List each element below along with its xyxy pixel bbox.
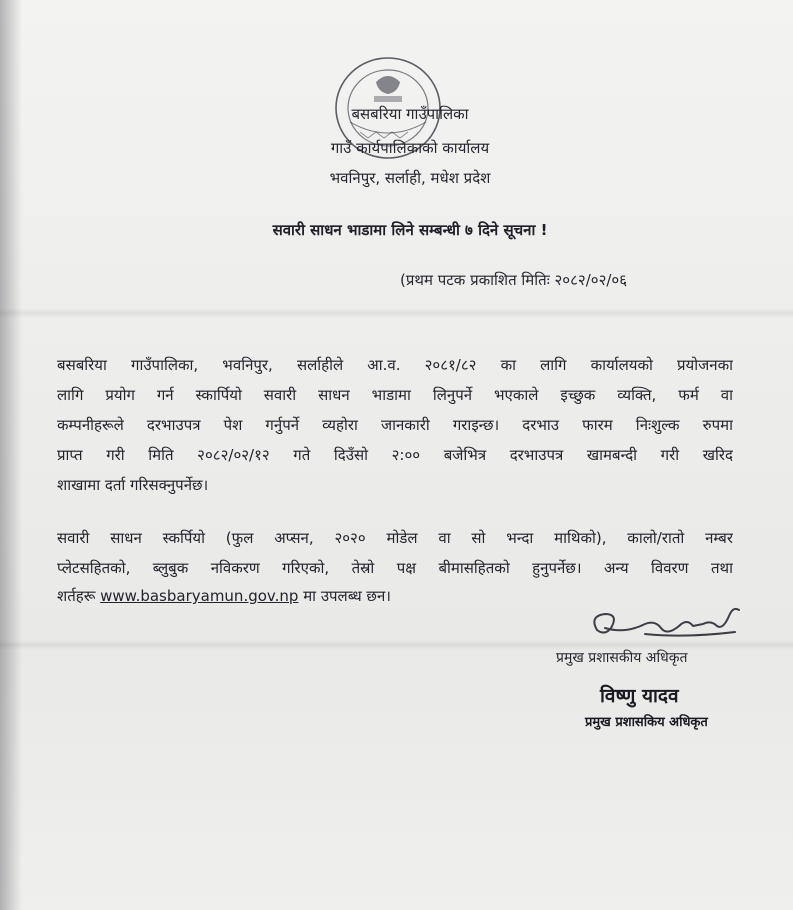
paragraph-line: बसबरिया गाउँपालिका, भवनिपुर, सर्लाहीले आ.व. २०८१/८२ का लागि कार्यालयको प्रयोजनका (57, 356, 733, 374)
paragraph-line: लागि प्रयोग गर्न स्कार्पियो सवारी साधन भाडामा लिनुपर्ने भएकाले इच्छुक व्यक्ति, फर्म वा (57, 386, 733, 404)
website-link[interactable]: www.basbaryamun.gov.np (100, 587, 299, 605)
paper-fold-crease (0, 308, 793, 318)
office-type: गाउँ कार्यपालिकाको कार्यालय (330, 139, 490, 157)
office-address: भवनिपुर, सर्लाही, मधेश प्रदेश (329, 169, 491, 187)
terms-prefix: शर्तहरू (57, 587, 101, 605)
publication-date: (प्रथम पटक प्रकाशित मितिः २०८२/०२/०६ (400, 271, 628, 289)
paragraph-line: प्लेटसहितको, ब्लुबुक नविकरण गरिएको, तेस्रो पक्ष बीमासहितको हुनुपर्नेछ। अन्य विवरण तथा (57, 559, 733, 577)
signatory-name: विष्णु यादव (600, 685, 679, 707)
notice-title: सवारी साधन भाडामा लिने सम्बन्धी ७ दिने सूचना ! (272, 221, 548, 239)
signatory-name-subtitle: प्रमुख प्रशासकिय अधिकृत (585, 715, 708, 730)
paragraph-line: सवारी साधन स्कर्पियो (फुल अप्सन, २०२० मोडेल वा सो भन्दा माथिको), कालो/रातो नम्बर (57, 529, 733, 547)
page-edge-shadow (0, 0, 22, 910)
paragraph-line: शाखामा दर्ता गरिसक्नुपर्नेछ। (57, 476, 209, 494)
paragraph-line: प्राप्त गरी मिति २०८२/०२/१२ गते दिउँसो २:०० बजेभित्र दरभाउपत्र खामबन्दी गरी खरिद (57, 446, 733, 464)
signatory-title: प्रमुख प्रशासकीय अधिकृत (556, 650, 688, 666)
paragraph-line: कम्पनीहरूले दरभाउपत्र पेश गर्नुपर्ने व्यहोरा जानकारी गराइन्छ। दरभाउ फारम निःशुल्क रुपमा (57, 416, 733, 434)
office-name: बसबरिया गाउँपालिका (351, 105, 469, 123)
terms-suffix: मा उपलब्ध छन। (298, 587, 391, 605)
